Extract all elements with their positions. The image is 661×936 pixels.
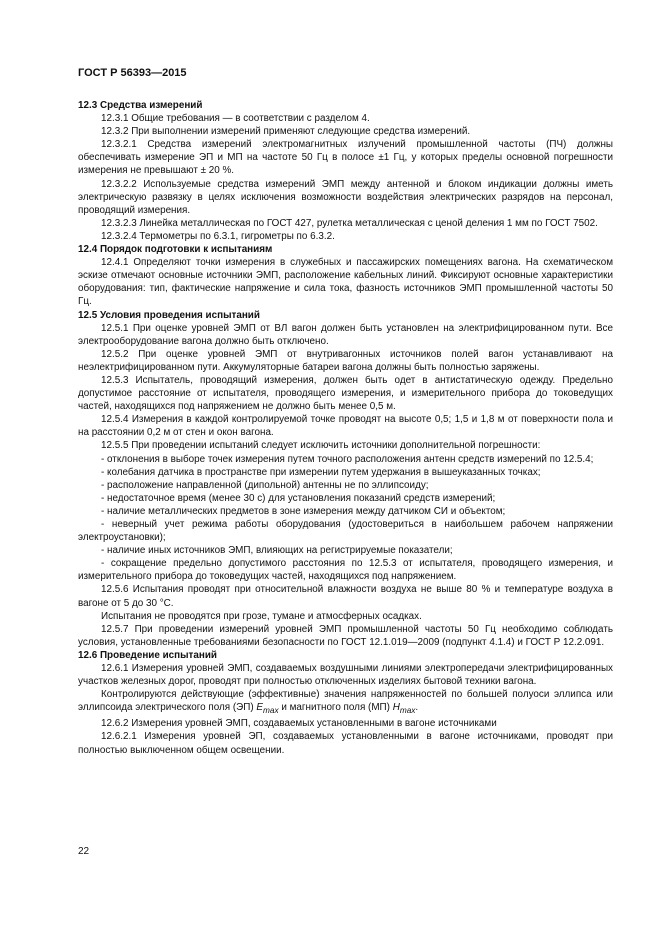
- paragraph: - неверный учет режима работы оборудования (удостовериться в наибольшем рабочем напряжении электроустановки);: [78, 519, 613, 544]
- paragraph: - наличие иных источников ЭМП, влияющих на регистрируемые показатели;: [101, 545, 453, 557]
- section-heading: 12.4 Порядок подготовки к испытаниям: [78, 244, 273, 256]
- paragraph: - наличие металлических предметов в зоне измерения между датчиком СИ и объектом;: [101, 505, 506, 517]
- emax-text-middle: и магнитного поля (МП): [278, 702, 393, 714]
- paragraph: 12.5.5 При проведении испытаний следует исключить источники дополнительной погрешности:: [101, 440, 541, 452]
- section-heading: 12.3 Средства измерений: [78, 100, 203, 111]
- h-max-symbol: H: [392, 702, 400, 714]
- paragraph: 12.3.2.1 Средства измерений электромагнитных излучений промышленной частоты (ПЧ) должны обеспечивать измерение ЭП и МП на частоте 50 Гц в полосе ±1 Гц, у которых пределы основной погрешности измерения не превышают ± 20 %.: [78, 139, 613, 177]
- emax-text-after: .: [415, 702, 419, 714]
- paragraph: 12.6.2.1 Измерения уровней ЭП, создаваемых установленными в вагоне источниками, проводят при полностью выключенном общем освещении.: [78, 731, 613, 756]
- paragraph: - расположение направленной (дипольной) антенны не по эллипсоиду;: [101, 479, 429, 491]
- document-header: ГОСТ Р 56393—2015: [78, 67, 187, 79]
- paragraph: - сокращение предельно допустимого расстояния по 12.5.3 от испытателя, проводящего измерения, и измерительного прибора до токоведущих частей, находящихся под напряжением.: [78, 558, 613, 583]
- paragraph: 12.5.6 Испытания проводят при относительной влажности воздуха не выше 80 % и температуре воздуха в вагоне от 5 до 30 °С.: [78, 584, 613, 609]
- page-body: [78, 99, 613, 757]
- paragraph: - отклонения в выборе точек измерения путем точного расположения антенн средств измерений по 12.5.4;: [101, 453, 594, 465]
- section-heading: 12.5 Условия проведения испытаний: [78, 309, 260, 321]
- paragraph: 12.5.7 При проведении измерений уровней ЭМП промышленной частоты 50 Гц необходимо соблюдать условия, установленные требованиями безопасности по ГОСТ 12.1.019—2009 (подпункт 4.1.4) и ГОСТ Р 12.2.091.: [78, 623, 613, 648]
- paragraph: 12.3.2.2 Используемые средства измерений ЭМП между антенной и блоком индикации должны иметь электрическую развязку в целях исключения возможности воздействия электрических разрядов на персонал, проводящий измерения.: [78, 178, 613, 216]
- paragraph: - недостаточное время (менее 30 с) для установления показаний средств измерений;: [101, 492, 496, 504]
- h-max-subscript: max: [399, 706, 416, 716]
- paragraph: 12.5.4 Измерения в каждой контролируемой точке проводят на высоте 0,5; 1,5 и 1,8 м от поверхности пола и на расстоянии 0,2 м от стен и окон вагона.: [78, 414, 613, 439]
- paragraph: Испытания не проводятся при грозе, тумане и атмосферных осадках.: [101, 610, 422, 622]
- paragraph: 12.3.2.3 Линейка металлическая по ГОСТ 427, рулетка металлическая с ценой деления 1 мм по ГОСТ 7502.: [101, 217, 598, 229]
- paragraph: 12.3.2 При выполнении измерений применяют следующие средства измерений.: [101, 126, 471, 138]
- e-max-subscript: max: [263, 706, 279, 716]
- paragraph: 12.6.2 Измерения уровней ЭМП, создаваемых установленными в вагоне источниками: [101, 718, 497, 730]
- paragraph: - колебания датчика в пространстве при измерении путем удержания в вышеуказанных точках;: [101, 466, 541, 478]
- paragraph: 12.5.2 При оценке уровней ЭМП от внутривагонных источников полей вагон устанавливают на неэлектрифицированном пути. Аккумуляторные батареи вагона должны быть полностью заряжены.: [78, 348, 613, 373]
- paragraph-list-tail: [78, 717, 613, 756]
- paragraph: 12.3.2.4 Термометры по 6.3.1, гигрометры по 6.3.2.: [101, 230, 335, 242]
- paragraph: 12.5.1 При оценке уровней ЭМП от ВЛ вагон должен быть установлен на электрифицированном пути. Все электрооборудование вагона должно быть отключено.: [78, 322, 613, 347]
- paragraph: 12.5.3 Испытатель, проводящий измерения, должен быть одет в антистатическую одежду. Предельно допустимое расстояние от испытателя, проводящего измерения, и измерительного прибора до токоведущих частей, находящихся под напряжением не должно быть менее 0,5 м.: [78, 374, 613, 413]
- e-max-symbol: E: [256, 702, 264, 714]
- paragraph: 12.3.1 Общие требования — в соответствии с разделом 4.: [101, 113, 370, 125]
- section-heading: 12.6 Проведение испытаний: [78, 649, 217, 661]
- paragraph-emax: [78, 688, 613, 717]
- paragraph-list: [78, 99, 613, 688]
- paragraph: 12.4.1 Определяют точки измерения в служебных и пассажирских помещениях вагона. На схематическом эскизе отмечают основные источники ЭМП, расположение кабельных линий. Фиксируют основные характеристики оборудования: тип, фактические напряжение и сила тока, фазность источников ЭМП промышленной частоты 50 Гц.: [78, 257, 613, 308]
- emax-text-before: Контролируются действующие (эффективные) значения напряженностей по большей полуоси эллипса или эллипсоида электрического поля (ЭП): [78, 689, 613, 714]
- paragraph: 12.6.1 Измерения уровней ЭМП, создаваемых воздушными линиями электропередачи электрифицированных участков железных дорог, проводят при полностью отключенных изделиях бытовой техники вагона.: [78, 663, 613, 688]
- page-number: 22: [78, 846, 90, 857]
